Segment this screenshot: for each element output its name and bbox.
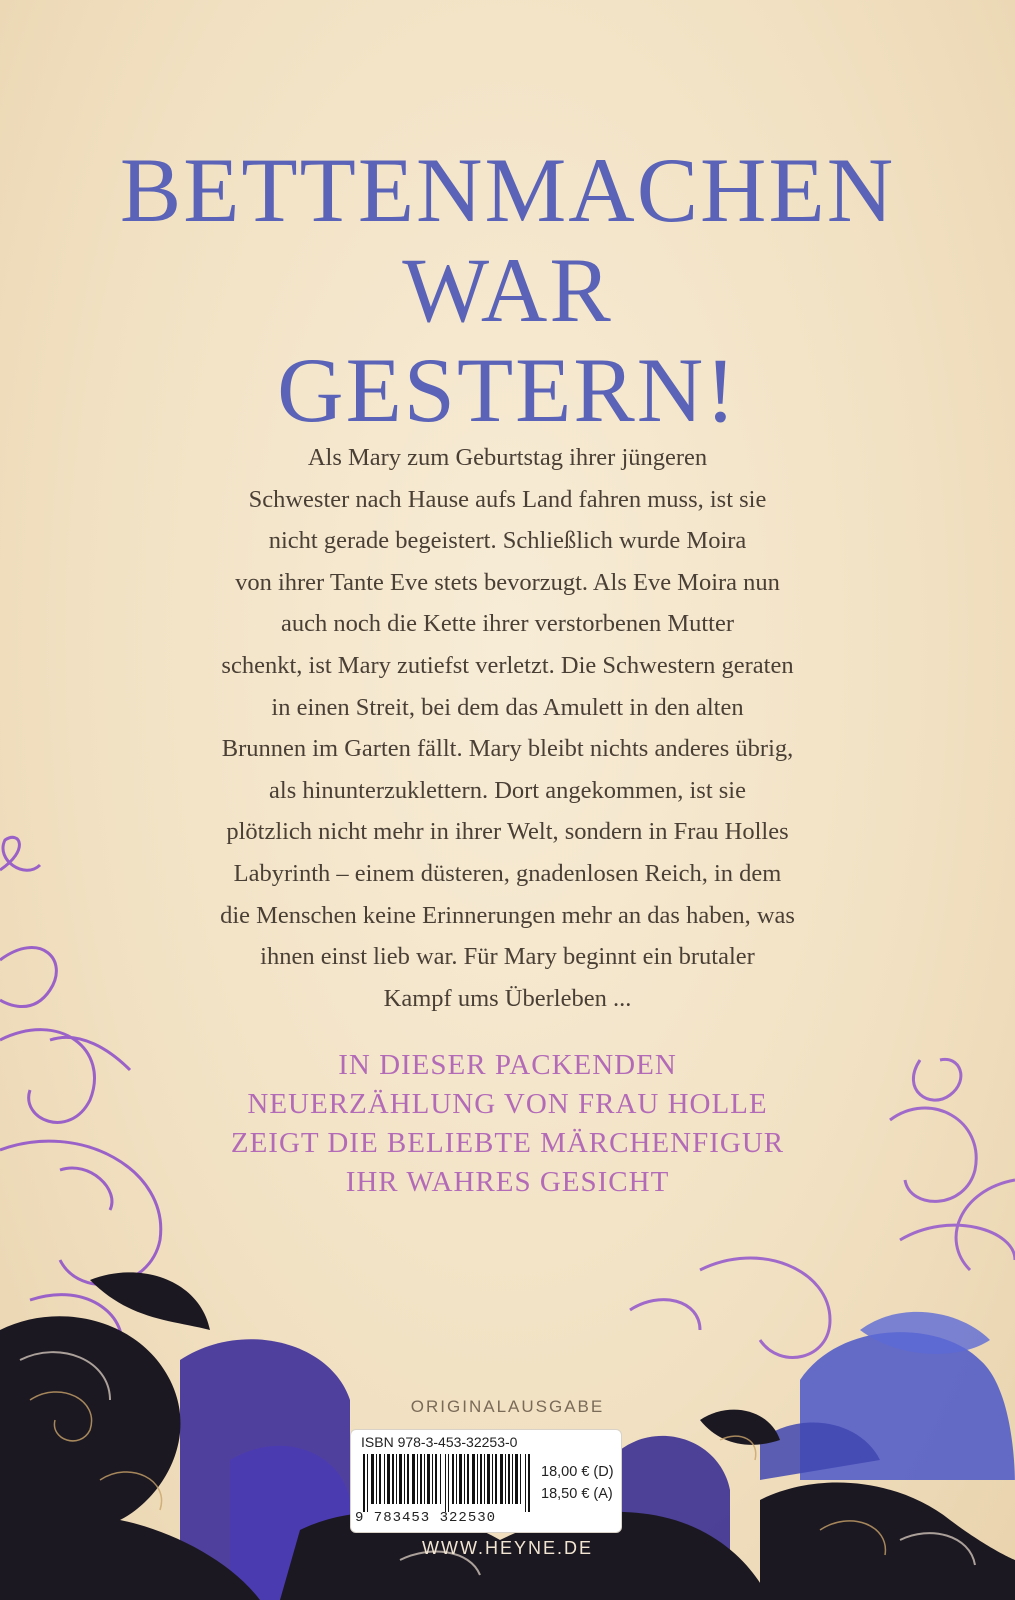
blurb-line: ihnen einst lieb war. Für Mary beginnt ein brutaler — [260, 943, 755, 971]
blurb-line: plötzlich nicht mehr in ihrer Welt, sondern in Frau Holles — [226, 818, 789, 846]
tagline-line: ZEIGT DIE BELIEBTE MÄRCHENFIGUR — [230, 1127, 785, 1159]
blurb-line: die Menschen keine Erinnerungen mehr an das haben, was — [220, 901, 795, 929]
blurb-line: Brunnen im Garten fällt. Mary bleibt nichts anderes übrig, — [221, 735, 794, 763]
isbn-barcode-label — [350, 1429, 622, 1533]
blurb-line: auch noch die Kette ihrer verstorbenen Mutter — [280, 610, 735, 638]
headline-line: GESTERN! — [277, 339, 738, 441]
tagline-line: IHR WAHRES GESICHT — [345, 1166, 670, 1198]
blurb-line: Schwester nach Hause aufs Land fahren muss, ist sie — [248, 485, 767, 513]
blurb-line: von ihrer Tante Eve stets bevorzugt. Als Eve Moira nun — [235, 568, 780, 596]
blurb-line: Als Mary zum Geburtstag ihrer jüngeren — [307, 444, 708, 471]
blurb-line: Labyrinth – einem düsteren, gnadenlosen Reich, in dem — [233, 859, 782, 887]
price-austria: 18,50 € (A) — [541, 1486, 613, 1502]
blurb-line: nicht gerade begeistert. Schließlich wurde Moira — [268, 527, 747, 555]
blurb-line: als hinunterzuklettern. Dort angekommen, ist sie — [269, 776, 746, 804]
barcode-digits: 9 783453 322530 — [355, 1510, 497, 1526]
headline-line: WAR — [402, 239, 613, 341]
barcode-icon — [363, 1454, 533, 1512]
tagline-line: IN DIESER PACKENDEN — [338, 1049, 677, 1081]
blurb-line: Kampf ums Überleben ... — [383, 984, 632, 1012]
price-germany: 18,00 € (D) — [541, 1464, 614, 1480]
blurb-line: schenkt, ist Mary zutiefst verletzt. Die Schwestern geraten — [221, 651, 794, 679]
tagline-line: NEUERZÄHLUNG VON FRAU HOLLE — [247, 1088, 768, 1120]
headline-line: BETTENMACHEN — [119, 139, 896, 241]
publisher-website: WWW.HEYNE.DE — [422, 1538, 593, 1558]
isbn-number: ISBN 978-3-453-32253-0 — [361, 1434, 518, 1450]
edition-label: ORIGINALAUSGABE — [410, 1397, 605, 1416]
blurb-line: in einen Streit, bei dem das Amulett in den alten — [271, 693, 744, 721]
